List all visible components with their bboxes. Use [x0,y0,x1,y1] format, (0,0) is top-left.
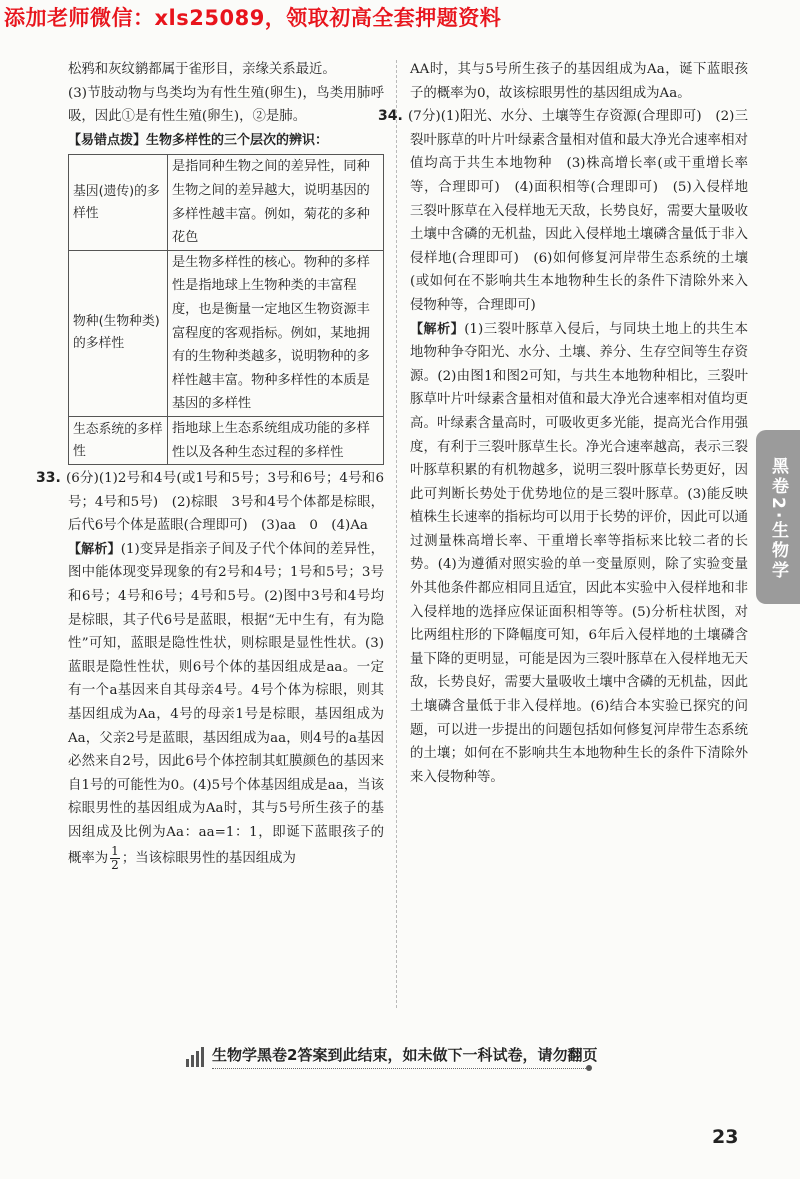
end-notice-text: 生物学黑卷2答案到此结束，如未做下一科试卷，请勿翻页 [212,1046,598,1064]
page-number: 23 [712,1126,739,1148]
analysis-label: 【解析】 [410,321,465,337]
fraction-numerator: 1 [111,843,119,858]
table-key: 物种(生物种类)的多样性 [69,250,168,416]
tip-label: 【易错点拨】 [68,132,147,148]
fraction [110,845,120,872]
table-key: 生态系统的多样性 [69,416,168,464]
section-side-tab [756,430,800,604]
paragraph: 松鸦和灰纹鹟都属于雀形目，亲缘关系最近。 [68,62,336,77]
analysis-label: 【解析】 [68,541,121,557]
paragraph: (3)节肢动物与鸟类均为有性生殖(卵生)，鸟类用肺呼吸，因此①是有性生殖(卵生)，②是肺。 [68,85,384,125]
table-desc: 指地球上生态系统组成功能的多样性以及各种生态过程的多样性 [168,416,384,464]
side-tab-label: 黑卷2·生物学 [768,456,788,582]
fraction-denominator: 2 [111,857,119,872]
end-notice [186,1043,606,1071]
table-row [69,250,384,416]
dotted-rule [212,1068,588,1069]
answer-text: (7分)(1)阳光、水分、土壤等生存资源(合理即可) (2)三裂叶豚草的叶片叶绿素含量相对值和最大净光合速率相对值均高于共生本地物种 (3)株高增长率(或干重增长率等，合理即可) (4)面积相等(合理即可) (5)入侵样地 三裂叶豚草在入侵样地无天敌，长势良好，需要大量吸收土壤中含磷的无机盐，因此入侵样地土壤磷含量低于非入侵样地(合理即可) (6)如何修复河岸带生态系统的土壤(或如何在不影响共生本地物种生长的条件下清除外来入侵物种等，合理即可) [408,109,762,313]
question-34-answer [378,105,762,317]
question-number: 34. [378,108,403,125]
dot-icon [586,1065,592,1071]
tip-heading [68,129,384,153]
table-desc: 是指同种生物之间的差异性，同种生物之间的差异越大，说明基因的多样性越丰富。例如，菊花的多种花色 [168,155,384,250]
question-number: 33. [36,470,61,487]
question-33-answer [36,467,384,538]
bars-icon [186,1047,208,1067]
right-column [378,58,762,789]
analysis-text-tail: ；当该棕眼男性的基因组成为 [121,850,296,866]
question-34-analysis [410,318,748,790]
promo-banner: 添加老师微信：xls25089，领取初高全套押题资料 [4,6,502,30]
answer-text: (6分)(1)2号和4号(或1号和5号；3号和6号；4号和6号；4号和5号) (2)棕眼 3号和4号个体都是棕眼，后代6号个体是蓝眼(合理即可) (3)aa 0 (4)Aa [66,471,384,534]
analysis-text: (1)变异是指亲子间及子代个体间的差异性，图中能体现变异现象的有2号和4号；1号和5号；3号和6号；4号和6号；4号和5号。(2)图中3号和4号均是棕眼，其子代6号是蓝眼，根据“无中生有，有为隐性”可知，蓝眼是隐性性状，则棕眼是显性性状。(3)蓝眼是隐性性状，则6号个体的基因组成是aa。一定有一个a基因来自其母亲4号。4号个体为棕眼，则其基因组成为Aa，4号的母亲1号是棕眼，基因组成为Aa，父亲2号是蓝眼，基因组成为aa，则4号的a基因必然来自2号，因此6号个体控制其虹膜颜色的基因来自1号的可能性为0。(4)5号个体基因组成是aa，当该棕眼男性的基因组成为Aa时，其与5号所生孩子的基因组成及比例为Aa：aa=1：1，即诞下蓝眼孩子的概率为 [68,541,384,866]
table-row [69,155,384,250]
analysis-text: (1)三裂叶豚草入侵后，与同块土地上的共生本地物种争夺阳光、水分、土壤、养分、生存空间等生存资源。(2)由图1和图2可知，与共生本地物种相比，三裂叶豚草叶片叶绿素含量相对值和最大净光合速率相对值均更高。叶绿素含量高时，可吸收更多光能，提高光合作用强度，有利于三裂叶豚草生长。净光合速率越高，表示三裂叶豚草积累的有机物越多，说明三裂叶豚草长势更好，因此可判断长势处于优势地位的是三裂叶豚草。(3)能反映植株生长速率的指标均可以用于长势的评价，因此可以通过测量株高增长率、干重增长率等指标来比较二者的长势。(4)为遵循对照实验的单一变量原则，除了实验变量外其他条件都应相同且适宜，因此本实验中入侵样地和非入侵样地的选择应保证面积相等等。(5)分析柱状图，对比两组柱形的下降幅度可知，6年后入侵样地的土壤磷含量下降的更明显，可能是因为三裂叶豚草在入侵样地无天敌，长势良好，需要大量吸收土壤中含磷的无机盐，因此土壤磷含量低于非入侵样地。(6)结合本实验已探究的问题，可以进一步提出的问题包括如何修复河岸带生态系统的土壤；如何在不影响共生本地物种生长的条件下清除外来入侵物种等。 [410,321,748,785]
column-divider [396,60,397,1008]
diversity-table [68,154,384,465]
left-column [36,58,384,872]
question-33-analysis [68,538,384,872]
table-desc: 是生物多样性的核心。物种的多样性是指地球上生物种类的丰富程度，也是衡量一定地区生物资源丰富程度的客观指标。例如，某地拥有的生物种类越多，说明物种的多样性越丰富。物种多样性的本质是基因的多样性 [168,250,384,416]
table-key: 基因(遗传)的多样性 [69,155,168,250]
table-row [69,416,384,464]
paragraph: AA时，其与5号所生孩子的基因组成为Aa，诞下蓝眼孩子的概率为0，故该棕眼男性的基因组成为Aa。 [410,62,748,101]
tip-title: 生物多样性的三个层次的辨识： [146,132,329,148]
